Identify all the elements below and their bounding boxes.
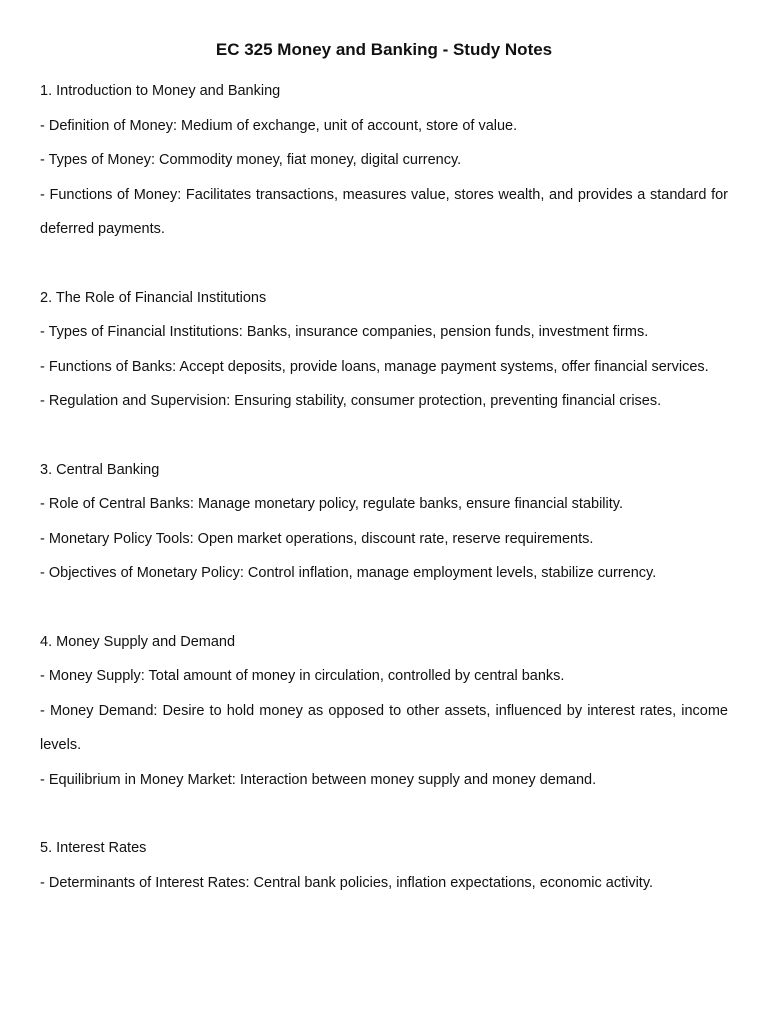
section-heading: 5. Interest Rates [40,840,147,856]
list-item: - Regulation and Supervision: Ensuring stability, consumer protection, preventing financial crises. [40,393,662,409]
list-item: - Functions of Banks: Accept deposits, provide loans, manage payment systems, offer financial services. [40,358,709,375]
document-title: EC 325 Money and Banking - Study Notes [215,40,553,59]
list-item: - Types of Financial Institutions: Banks, insurance companies, pension funds, investment firms. [40,324,649,340]
section-heading: 4. Money Supply and Demand [40,633,236,650]
section-financial-institutions [40,281,728,419]
list-item: - Types of Money: Commodity money, fiat money, digital currency. [40,152,462,168]
section-heading: 3. Central Banking [40,461,160,478]
list-item: - Role of Central Banks: Manage monetary policy, regulate banks, ensure financial stability. [40,496,623,512]
section-money-supply-demand [40,625,728,798]
list-item: - Monetary Policy Tools: Open market operations, discount rate, reserve requirements. [40,530,594,547]
section-heading: 1. Introduction to Money and Banking [40,83,281,99]
list-item: - Determinants of Interest Rates: Central bank policies, inflation expectations, economic activity. [40,874,654,891]
list-item: - Objectives of Monetary Policy: Control inflation, manage employment levels, stabilize currency. [40,565,657,581]
section-introduction [40,74,728,247]
list-item: - Money Supply: Total amount of money in circulation, controlled by central banks. [40,668,565,684]
list-item: - Functions of Money: Facilitates transactions, measures value, stores wealth, and provides a standard for deferred payments. [40,186,728,237]
section-interest-rates [40,831,728,900]
section-central-banking [40,453,728,591]
section-heading: 2. The Role of Financial Institutions [40,289,267,306]
document-page [40,38,728,934]
list-item: - Money Demand: Desire to hold money as opposed to other assets, influenced by interest rates, income levels. [40,702,728,753]
list-item: - Definition of Money: Medium of exchange, unit of account, store of value. [40,117,518,134]
list-item: - Equilibrium in Money Market: Interaction between money supply and money demand. [40,771,597,788]
